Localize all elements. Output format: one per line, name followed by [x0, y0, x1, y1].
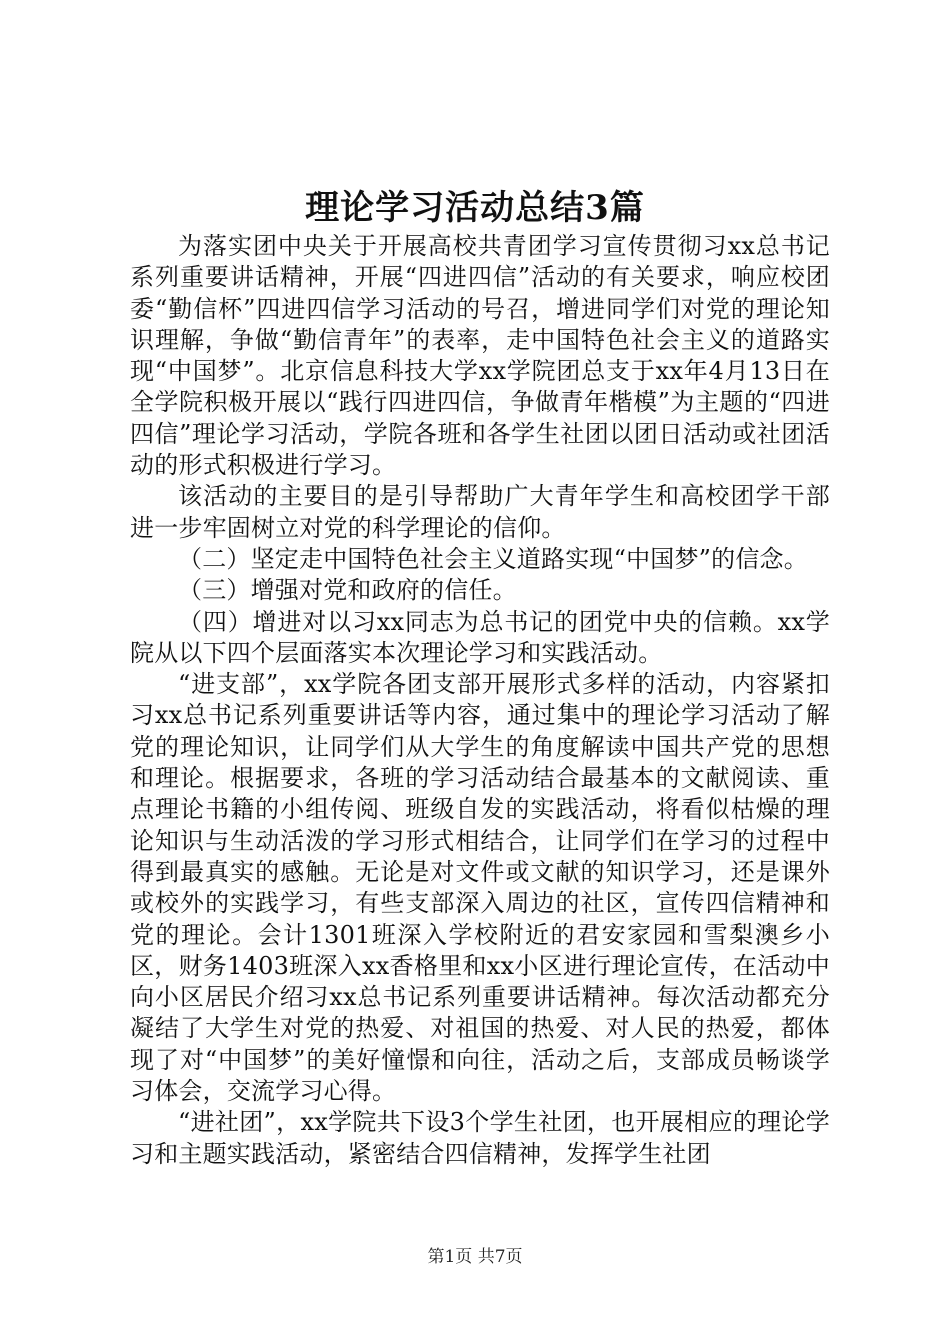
page-footer: 第1页 共7页: [427, 1247, 523, 1267]
document-title: 理论学习活动总结3篇: [305, 188, 645, 228]
paragraph: （四）增进对以习xx同志为总书记的团党中央的信赖。xx学院从以下四个层面落实本次理论学习和实践活动。: [130, 607, 830, 667]
paragraph: “进社团”，xx学院共下设3个学生社团，也开展相应的理论学习和主题实践活动，紧密结合四信精神，发挥学生社团: [130, 1108, 830, 1168]
paragraph: （二）坚定走中国特色社会主义道路实现“中国梦”的信念。: [178, 544, 808, 573]
paragraph: 为落实团中央关于开展高校共青团学习宣传贯彻习xx总书记系列重要讲话精神，开展“四进四信”活动的有关要求，响应校团委“勤信杯”四进四信学习活动的号召，增进同学们对党的理论知识理解，争做“勤信青年”的表率，走中国特色社会主义的道路实现“中国梦”。北京信息科技大学xx学院团总支于xx年4月13日在全学院积极开展以“践行四进四信，争做青年楷模”为主题的“四进四信”理论学习活动，学院各班和各学生社团以团日活动或社团活动的形式积极进行学习。: [130, 232, 830, 480]
document-body: [130, 231, 830, 1170]
paragraph: 该活动的主要目的是引导帮助广大青年学生和高校团学干部进一步牢固树立对党的科学理论的信仰。: [130, 482, 830, 542]
paragraph: （三）增强对党和政府的信任。: [178, 576, 517, 605]
paragraph: “进支部”，xx学院各团支部开展形式多样的活动，内容紧扣习xx总书记系列重要讲话等内容，通过集中的理论学习活动了解党的理论知识，让同学们从大学生的角度解读中国共产党的思想和理论。根据要求，各班的学习活动结合最基本的文献阅读、重点理论书籍的小组传阅、班级自发的实践活动，将看似枯燥的理论知识与生动活泼的学习形式相结合，让同学们在学习的过程中得到最真实的感触。无论是对文件或文献的知识学习，还是课外或校外的实践学习，有些支部深入周边的社区，宣传四信精神和党的理论。会计1301班深入学校附近的君安家园和雪梨澳乡小区，财务1403班深入xx香格里和xx小区进行理论宣传，在活动中向小区居民介绍习xx总书记系列重要讲话精神。每次活动都充分凝结了大学生对党的热爱、对祖国的热爱、对人民的热爱，都体现了对“中国梦”的美好憧憬和向往，活动之后，支部成员畅谈学习体会，交流学习心得。: [130, 670, 830, 1106]
